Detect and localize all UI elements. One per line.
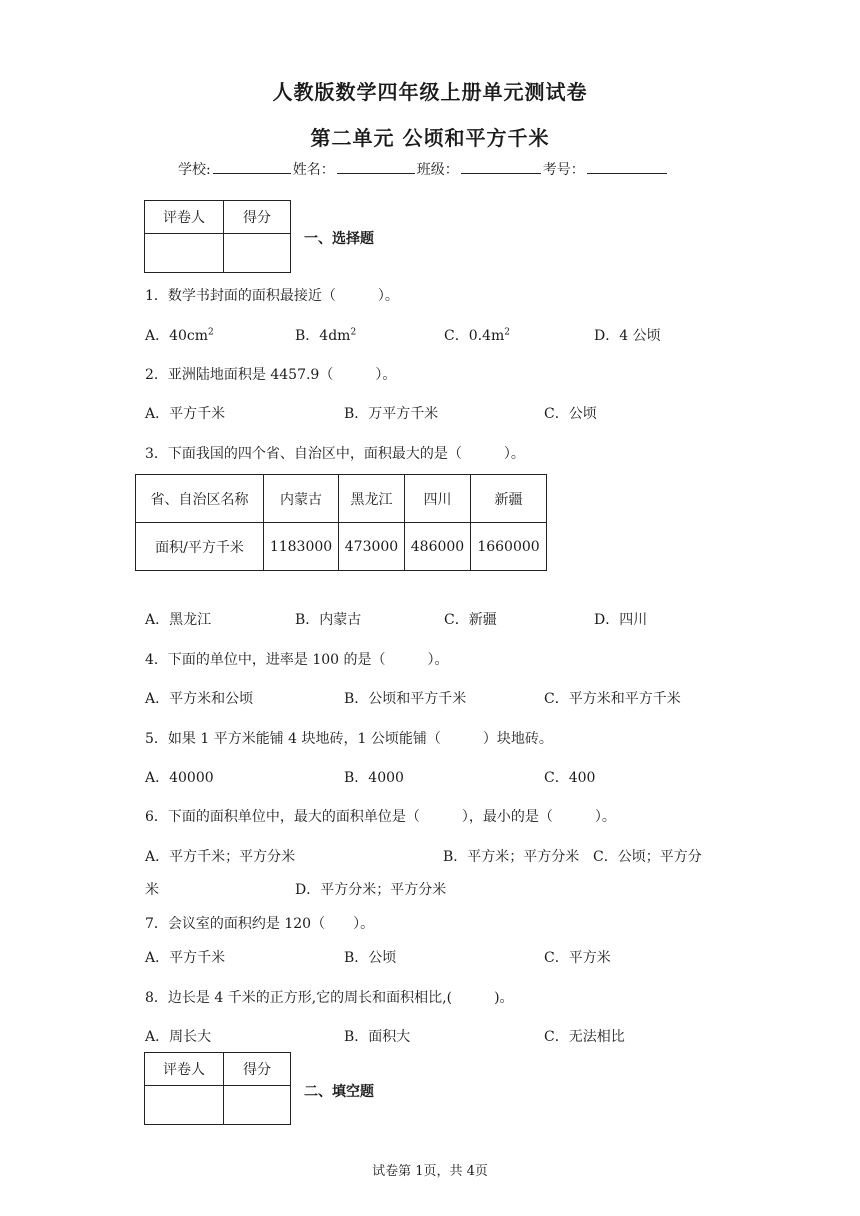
q3-option-c: C．新疆 xyxy=(444,612,497,628)
q4-option-a: A．平方米和公顷 xyxy=(145,691,254,707)
q3-option-b: B．内蒙古 xyxy=(295,612,362,628)
table-row xyxy=(136,475,547,523)
section-title-fill: 二、填空题 xyxy=(304,1084,374,1100)
grader-label: 评卷人 xyxy=(145,1053,224,1086)
q2-option-b: B．万平方千米 xyxy=(344,406,439,422)
table-header-cell: 四川 xyxy=(405,475,471,523)
table-cell: 1660000 xyxy=(471,523,547,571)
class-label: 班级： xyxy=(416,162,459,178)
q1-option-c: C．$0.4m^2$ xyxy=(444,327,510,344)
grader-cell xyxy=(145,234,224,273)
q5-option-b: B．4000 xyxy=(344,770,404,786)
q2-option-c: C．公顷 xyxy=(544,406,597,422)
table-cell: 473000 xyxy=(339,523,405,571)
question-7: 7．会议室的面积约是 120（ ）。 xyxy=(145,916,375,932)
q6-option-c: C．公顷；平方分 xyxy=(593,849,702,865)
table-header-cell: 省、自治区名称 xyxy=(136,475,264,523)
question-1: 1．数学书封面的面积最接近（ ）。 xyxy=(145,288,399,304)
question-3: 3．下面我国的四个省、自治区中，面积最大的是（ ）。 xyxy=(145,446,525,462)
q6-option-d: D．平方分米；平方分米 xyxy=(295,882,447,898)
question-5: 5．如果 1 平方米能铺 4 块地砖，1 公顷能铺（ ）块地砖。 xyxy=(145,731,553,747)
q3-option-a: A．黑龙江 xyxy=(145,612,212,628)
q4-option-b: B．公顷和平方千米 xyxy=(344,691,467,707)
q7-option-a: A．平方千米 xyxy=(145,950,226,966)
score-cell xyxy=(224,1086,291,1125)
grader-box xyxy=(144,1052,291,1125)
score-label: 得分 xyxy=(224,201,291,234)
question-6: 6．下面的面积单位中，最大的面积单位是（ ），最小的是（ ）。 xyxy=(145,809,616,825)
question-8: 8．边长是 4 千米的正方形,它的周长和面积相比,( )。 xyxy=(145,990,514,1006)
exam-title: 人教版数学四年级上册单元测试卷 xyxy=(272,80,588,104)
area-table xyxy=(135,474,547,571)
q3-option-d: D．四川 xyxy=(594,612,648,628)
class-blank xyxy=(461,159,541,174)
table-cell: 1183000 xyxy=(264,523,339,571)
school-blank xyxy=(213,159,291,174)
table-cell: 486000 xyxy=(405,523,471,571)
name-blank xyxy=(337,159,415,174)
q4-option-c: C．平方米和平方千米 xyxy=(544,691,681,707)
q7-option-b: B．公顷 xyxy=(344,950,397,966)
page-footer: 试卷第 1页，共 4页 xyxy=(372,1164,488,1179)
section-title-choice: 一、选择题 xyxy=(304,231,374,247)
table-header-cell: 内蒙古 xyxy=(264,475,339,523)
q1-option-a: A．$40cm^2$ xyxy=(145,327,214,344)
q7-option-c: C．平方米 xyxy=(544,950,611,966)
exam-no-blank xyxy=(587,159,667,174)
grader-label: 评卷人 xyxy=(145,201,224,234)
table-header-cell: 黑龙江 xyxy=(339,475,405,523)
school-label: 学校: xyxy=(178,162,211,178)
score-label: 得分 xyxy=(224,1053,291,1086)
q6-option-c-wrap: 米 xyxy=(145,882,159,898)
q1-option-d: D．4 公顷 xyxy=(594,328,661,344)
question-2: 2．亚洲陆地面积是 4457.9（ ）。 xyxy=(145,367,397,383)
score-cell xyxy=(224,234,291,273)
grader-cell xyxy=(145,1086,224,1125)
unit-subtitle: 第二单元 公顷和平方千米 xyxy=(310,126,550,150)
name-label: 姓名： xyxy=(292,162,335,178)
q5-option-a: A．40000 xyxy=(145,770,214,786)
q6-option-b: B．平方米；平方分米 xyxy=(443,849,580,865)
student-info-line xyxy=(178,159,669,179)
q8-option-b: B．面积大 xyxy=(344,1029,411,1045)
table-header-cell: 新疆 xyxy=(471,475,547,523)
q8-option-c: C．无法相比 xyxy=(544,1029,625,1045)
question-4: 4．下面的单位中，进率是 100 的是（ ）。 xyxy=(145,652,449,668)
q1-option-b: B．$4dm^2$ xyxy=(295,327,357,344)
grader-box xyxy=(144,200,291,273)
table-cell: 面积/平方千米 xyxy=(136,523,264,571)
table-row xyxy=(136,523,547,571)
q2-option-a: A．平方千米 xyxy=(145,406,226,422)
q5-option-c: C．400 xyxy=(544,770,596,786)
q8-option-a: A．周长大 xyxy=(145,1029,212,1045)
exam-no-label: 考号： xyxy=(542,162,585,178)
q6-option-a: A．平方千米；平方分米 xyxy=(145,849,296,865)
